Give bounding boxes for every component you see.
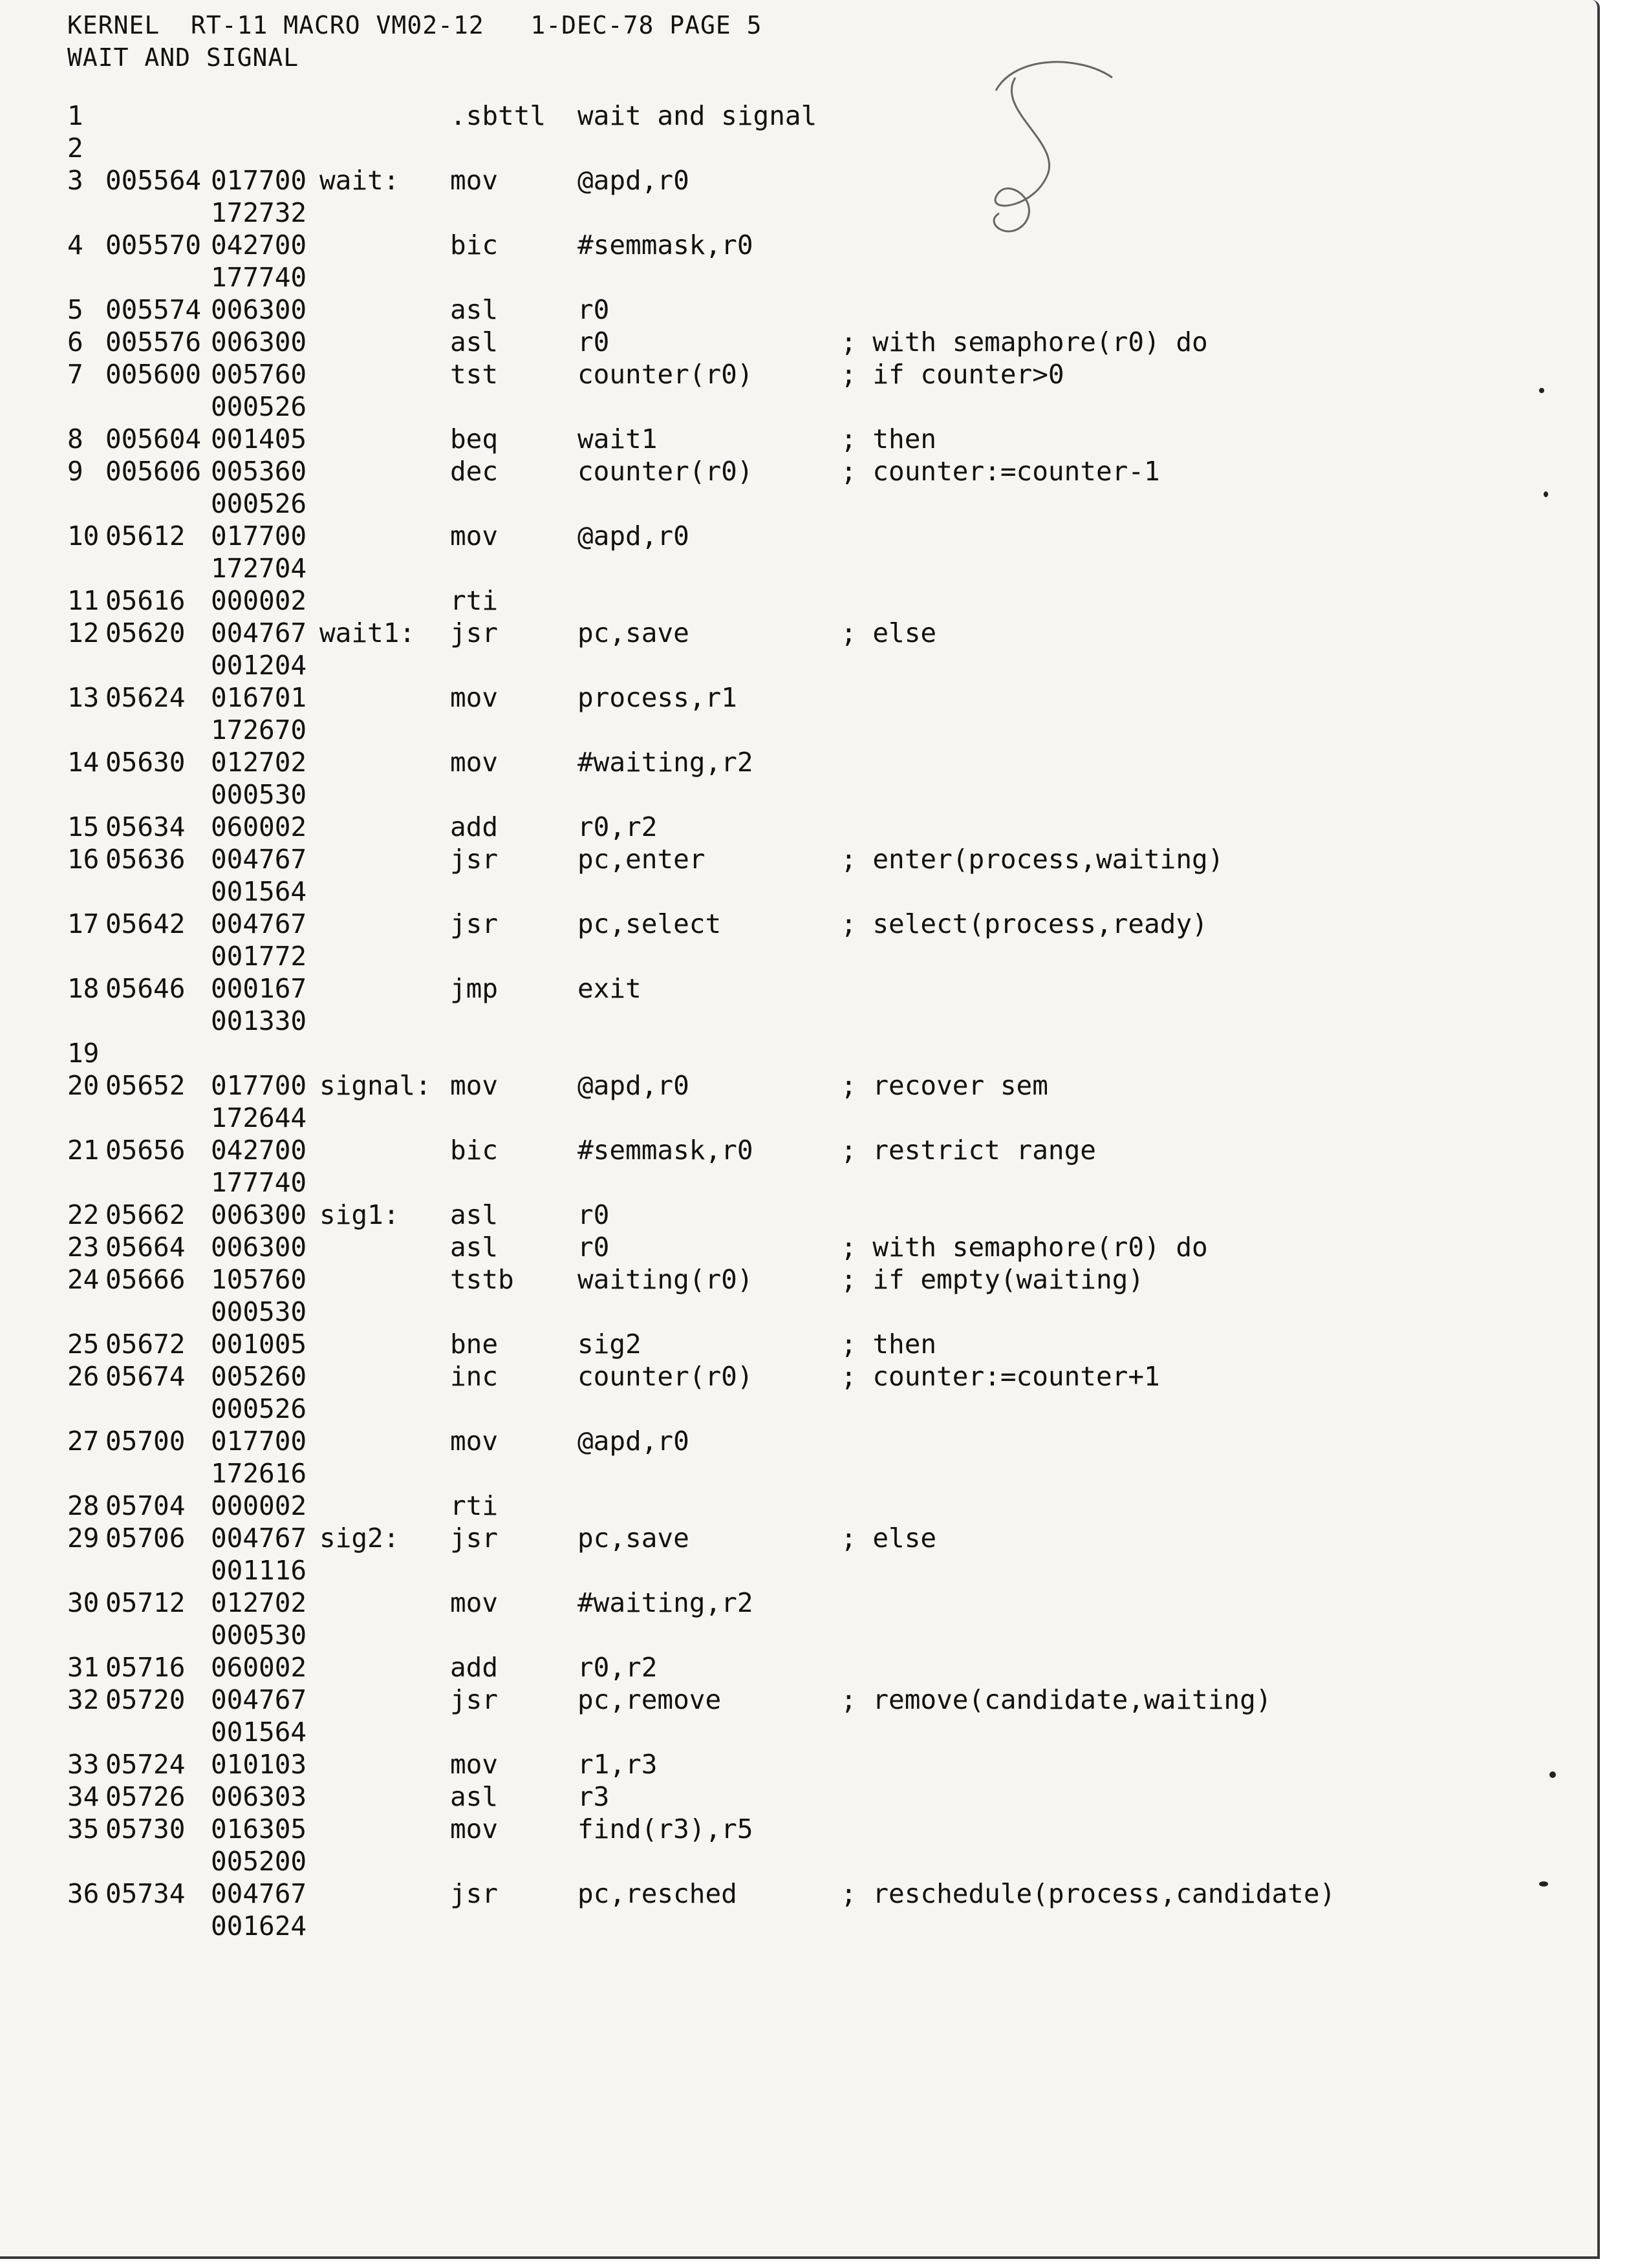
listing-line [0, 1264, 1487, 1327]
listing-line [0, 1490, 1487, 1523]
listing-addr: 05720 [105, 1684, 186, 1715]
listing-line: 3 [67, 165, 83, 196]
listing-comment: ; counter:=counter-1 [841, 456, 1160, 487]
listing-code: 012702 [211, 747, 307, 778]
listing-op: asl [450, 294, 499, 325]
listing-line: 23 [67, 1232, 100, 1263]
listing-op: inc [450, 1361, 499, 1392]
listing-operand: #waiting,r2 [577, 1587, 753, 1618]
listing-addr: 05700 [105, 1426, 186, 1457]
listing-operand: sig2 [577, 1329, 641, 1360]
listing-line: 5 [67, 294, 83, 325]
listing-code: 000002 [211, 585, 307, 616]
listing-code: 000167 [211, 973, 307, 1004]
listing-operand: r0 [577, 326, 610, 358]
listing-line: 14 [67, 747, 100, 778]
listing-addr: 005570 [105, 230, 202, 261]
listing-operand: exit [577, 973, 641, 1004]
listing-op: tst [450, 359, 499, 390]
listing-code: 105760 [211, 1264, 307, 1295]
listing-addr: 005564 [105, 165, 202, 196]
listing-op: mov [450, 1813, 499, 1845]
listing-line [0, 359, 1487, 422]
listing-op: asl [450, 1781, 499, 1812]
listing-operand: r0 [577, 1199, 610, 1230]
header-line-1: KERNEL RT-11 MACRO VM02-12 1-DEC-78 PAGE 5 [67, 11, 762, 39]
listing-addr: 05612 [105, 520, 186, 551]
listing-continuation-word: 001330 [211, 1005, 307, 1036]
listing-line: 26 [67, 1361, 100, 1392]
listing-continuation-word: 000526 [211, 391, 307, 422]
listing-comment: ; enter(process,waiting) [841, 844, 1224, 875]
listing-line [0, 1329, 1487, 1361]
listing-line [0, 1652, 1487, 1684]
listing-line [0, 908, 1487, 972]
listing-op: mov [450, 682, 499, 713]
listing-line: 1 [67, 100, 83, 131]
listing-op: tstb [450, 1264, 514, 1295]
listing-operand: #semmask,r0 [577, 1135, 753, 1166]
listing-op: jsr [450, 908, 499, 939]
listing-addr: 05630 [105, 747, 186, 778]
listing-op: jsr [450, 617, 499, 648]
listing-op: mov [450, 1587, 499, 1618]
listing-operand: @apd,r0 [577, 165, 689, 196]
listing-addr: 05706 [105, 1523, 186, 1554]
listing-continuation-word: 001564 [211, 1717, 307, 1748]
listing-line [0, 1199, 1487, 1232]
listing-op: jsr [450, 1684, 499, 1715]
listing-operand: r0,r2 [577, 1652, 658, 1683]
listing-code: 012702 [211, 1587, 307, 1618]
listing-addr: 05724 [105, 1749, 186, 1780]
listing-comment: ; select(process,ready) [841, 908, 1208, 939]
listing-operand: @apd,r0 [577, 520, 689, 551]
listing-operand: pc,enter [577, 844, 706, 875]
listing-code: 004767 [211, 1878, 307, 1909]
listing-continuation-word: 177740 [211, 1167, 307, 1198]
listing-operand: @apd,r0 [577, 1070, 689, 1101]
listing-continuation-word: 172704 [211, 553, 307, 584]
listing-line [0, 133, 1487, 165]
listing-line: 24 [67, 1264, 100, 1295]
listing-line: 33 [67, 1749, 100, 1780]
listing-comment: ; then [841, 1329, 937, 1360]
listing-operand: waiting(r0) [577, 1264, 753, 1295]
listing-line [0, 1426, 1487, 1489]
listing-operand: wait1 [577, 423, 658, 455]
listing-line: 8 [67, 423, 83, 455]
listing-label: signal: [319, 1070, 431, 1101]
listing-code: 001005 [211, 1329, 307, 1360]
listing-comment: ; counter:=counter+1 [841, 1361, 1160, 1392]
listing-line [0, 1749, 1487, 1781]
listing-line: 29 [67, 1523, 100, 1554]
listing-op: jsr [450, 1523, 499, 1554]
listing-code: 017700 [211, 1070, 307, 1101]
listing-op: asl [450, 326, 499, 358]
listing-operand: @apd,r0 [577, 1426, 689, 1457]
listing-line [0, 165, 1487, 228]
listing-continuation-word: 172616 [211, 1458, 307, 1489]
listing-op: mov [450, 1749, 499, 1780]
listing-line: 20 [67, 1070, 100, 1101]
listing-op: add [450, 811, 499, 842]
listing-code: 060002 [211, 1652, 307, 1683]
listing-continuation-word: 172670 [211, 714, 307, 745]
listing-addr: 05726 [105, 1781, 186, 1812]
listing-operand: counter(r0) [577, 359, 753, 390]
listing-continuation-word: 001624 [211, 1910, 307, 1942]
listing-op: add [450, 1652, 499, 1683]
listing-code: 006303 [211, 1781, 307, 1812]
listing-addr: 05646 [105, 973, 186, 1004]
listing-comment: ; reschedule(process,candidate) [841, 1878, 1336, 1909]
listing-addr: 05666 [105, 1264, 186, 1295]
listing-code: 017700 [211, 1426, 307, 1457]
listing-code: 005760 [211, 359, 307, 390]
listing-line [0, 1523, 1487, 1586]
listing-comment: ; if counter>0 [841, 359, 1064, 390]
listing-label: wait1: [319, 617, 416, 648]
listing-addr: 05634 [105, 811, 186, 842]
listing-line: 32 [67, 1684, 100, 1715]
listing-comment: ; restrict range [841, 1135, 1096, 1166]
listing-continuation-word: 000530 [211, 779, 307, 810]
listing-addr: 005600 [105, 359, 202, 390]
listing-op: mov [450, 1070, 499, 1101]
listing-line: 19 [67, 1038, 100, 1069]
listing-operand: pc,select [577, 908, 722, 939]
listing-line: 25 [67, 1329, 100, 1360]
listing-line: 36 [67, 1878, 100, 1909]
listing-comment: ; recover sem [841, 1070, 1048, 1101]
listing-label: sig1: [319, 1199, 400, 1230]
speck [1539, 1881, 1548, 1887]
listing-comment: ; if empty(waiting) [841, 1264, 1144, 1295]
listing-continuation-word: 001772 [211, 941, 307, 972]
listing-line [0, 520, 1487, 584]
listing-op: .sbttl [450, 100, 546, 131]
listing-op: rti [450, 1490, 499, 1521]
listing-op: asl [450, 1199, 499, 1230]
listing-op: asl [450, 1232, 499, 1263]
pencil-squiggle-mark [970, 52, 1138, 246]
listing-line: 17 [67, 908, 100, 939]
listing-addr: 05620 [105, 617, 186, 648]
listing-operand: counter(r0) [577, 1361, 753, 1392]
listing-op: dec [450, 456, 499, 487]
listing-op: mov [450, 1426, 499, 1457]
listing-line: 12 [67, 617, 100, 648]
listing-addr: 05704 [105, 1490, 186, 1521]
listing-line: 34 [67, 1781, 100, 1812]
listing-line: 9 [67, 456, 83, 487]
listing-continuation-word: 000530 [211, 1620, 307, 1651]
listing-addr: 05664 [105, 1232, 186, 1263]
listing-operand: pc,resched [577, 1878, 737, 1909]
listing-addr: 05642 [105, 908, 186, 939]
listing-line: 21 [67, 1135, 100, 1166]
listing-addr: 005574 [105, 294, 202, 325]
listing-code: 000002 [211, 1490, 307, 1521]
listing-code: 016305 [211, 1813, 307, 1845]
listing-line [0, 423, 1487, 456]
listing-op: jsr [450, 844, 499, 875]
listing-comment: ; with semaphore(r0) do [841, 326, 1208, 358]
listing-comment: ; with semaphore(r0) do [841, 1232, 1208, 1263]
listing-line [0, 1878, 1487, 1942]
speck [1539, 388, 1544, 393]
listing-code: 042700 [211, 230, 307, 261]
listing-operand: #waiting,r2 [577, 747, 753, 778]
listing-line: 15 [67, 811, 100, 842]
listing-line: 16 [67, 844, 100, 875]
listing-code: 004767 [211, 908, 307, 939]
listing-label: wait: [319, 165, 400, 196]
listing-addr: 05734 [105, 1878, 186, 1909]
listing-op: mov [450, 520, 499, 551]
listing-addr: 05672 [105, 1329, 186, 1360]
listing-addr: 05624 [105, 682, 186, 713]
listing-line [0, 682, 1487, 745]
listing-line [0, 456, 1487, 519]
listing-operand: #semmask,r0 [577, 230, 753, 261]
listing-operand: r3 [577, 1781, 610, 1812]
listing-code: 017700 [211, 520, 307, 551]
listing-op: jmp [450, 973, 499, 1004]
listing-code: 001405 [211, 423, 307, 455]
listing-line: 10 [67, 520, 100, 551]
listing-code: 004767 [211, 1684, 307, 1715]
listing-continuation-word: 000526 [211, 1393, 307, 1424]
listing-addr: 005606 [105, 456, 202, 487]
listing-line: 30 [67, 1587, 100, 1618]
listing-code: 006300 [211, 326, 307, 358]
listing-code: 006300 [211, 1199, 307, 1230]
listing-line: 22 [67, 1199, 100, 1230]
listing-addr: 05636 [105, 844, 186, 875]
listing-code: 016701 [211, 682, 307, 713]
listing-line [0, 844, 1487, 907]
listing-op: bic [450, 230, 499, 261]
listing-operand: pc,remove [577, 1684, 722, 1715]
listing-line [0, 100, 1487, 133]
listing-line [0, 973, 1487, 1036]
listing-addr: 05662 [105, 1199, 186, 1230]
listing-label: sig2: [319, 1523, 400, 1554]
listing-line [0, 294, 1487, 326]
listing-continuation-word: 177740 [211, 262, 307, 293]
listing-comment: ; else [841, 617, 937, 648]
listing-line [0, 230, 1487, 293]
listing-op: jsr [450, 1878, 499, 1909]
listing-operand: pc,save [577, 617, 689, 648]
listing-operand: counter(r0) [577, 456, 753, 487]
listing-code: 006300 [211, 1232, 307, 1263]
listing-line [0, 1684, 1487, 1748]
listing-code: 010103 [211, 1749, 307, 1780]
listing-op: mov [450, 165, 499, 196]
listing-operand: wait and signal [577, 100, 817, 131]
listing-code: 004767 [211, 844, 307, 875]
listing-continuation-word: 001116 [211, 1555, 307, 1586]
listing-addr: 005604 [105, 423, 202, 455]
listing-addr: 005576 [105, 326, 202, 358]
listing-line: 7 [67, 359, 83, 390]
listing-line [0, 1070, 1487, 1133]
listing-line [0, 747, 1487, 810]
header-line-2: WAIT AND SIGNAL [67, 43, 299, 72]
listing-line [0, 1232, 1487, 1264]
listing-operand: process,r1 [577, 682, 737, 713]
listing-line [0, 1038, 1487, 1070]
listing-operand: r0 [577, 1232, 610, 1263]
page-header [67, 9, 762, 74]
listing-code: 042700 [211, 1135, 307, 1166]
listing-line: 18 [67, 973, 100, 1004]
listing-op: bne [450, 1329, 499, 1360]
listing-code: 004767 [211, 617, 307, 648]
listing-continuation-word: 001564 [211, 876, 307, 907]
listing-line: 2 [67, 133, 83, 164]
listing-code: 005260 [211, 1361, 307, 1392]
listing-comment: ; else [841, 1523, 937, 1554]
listing-continuation-word: 005200 [211, 1846, 307, 1877]
listing-line [0, 1587, 1487, 1651]
listing-comment: ; then [841, 423, 937, 455]
listing-continuation-word: 000526 [211, 488, 307, 519]
listing-addr: 05712 [105, 1587, 186, 1618]
speck [1544, 491, 1548, 497]
listing-operand: r0,r2 [577, 811, 658, 842]
listing-operand: find(r3),r5 [577, 1813, 753, 1845]
listing-line [0, 1813, 1487, 1877]
listing-addr: 05716 [105, 1652, 186, 1683]
listing-line: 35 [67, 1813, 100, 1845]
listing-operand: pc,save [577, 1523, 689, 1554]
listing-line [0, 1781, 1487, 1813]
listing-addr: 05730 [105, 1813, 186, 1845]
listing-continuation-word: 001204 [211, 650, 307, 681]
listing-line [0, 585, 1487, 617]
listing-code: 005360 [211, 456, 307, 487]
listing-op: mov [450, 747, 499, 778]
listing-op: rti [450, 585, 499, 616]
listing-op: beq [450, 423, 499, 455]
listing-code: 004767 [211, 1523, 307, 1554]
listing-line: 4 [67, 230, 83, 261]
listing-continuation-word: 172732 [211, 197, 307, 228]
listing-addr: 05616 [105, 585, 186, 616]
listing-comment: ; remove(candidate,waiting) [841, 1684, 1272, 1715]
listing-code: 017700 [211, 165, 307, 196]
listing-line: 6 [67, 326, 83, 358]
listing-line [0, 617, 1487, 681]
listing-continuation-word: 000530 [211, 1296, 307, 1327]
listing-operand: r0 [577, 294, 610, 325]
listing-line: 27 [67, 1426, 100, 1457]
listing-line [0, 811, 1487, 844]
listing-code: 006300 [211, 294, 307, 325]
speck [1549, 1771, 1556, 1778]
listing-addr: 05656 [105, 1135, 186, 1166]
listing-op: bic [450, 1135, 499, 1166]
listing-line: 28 [67, 1490, 100, 1521]
listing-addr: 05652 [105, 1070, 186, 1101]
listing-line: 13 [67, 682, 100, 713]
listing-code: 060002 [211, 811, 307, 842]
listing-operand: r1,r3 [577, 1749, 658, 1780]
listing-addr: 05674 [105, 1361, 186, 1392]
listing-line [0, 1135, 1487, 1198]
listing-line [0, 1361, 1487, 1424]
listing-line: 31 [67, 1652, 100, 1683]
listing-line: 11 [67, 585, 100, 616]
listing-line [0, 326, 1487, 359]
listing-continuation-word: 172644 [211, 1102, 307, 1133]
